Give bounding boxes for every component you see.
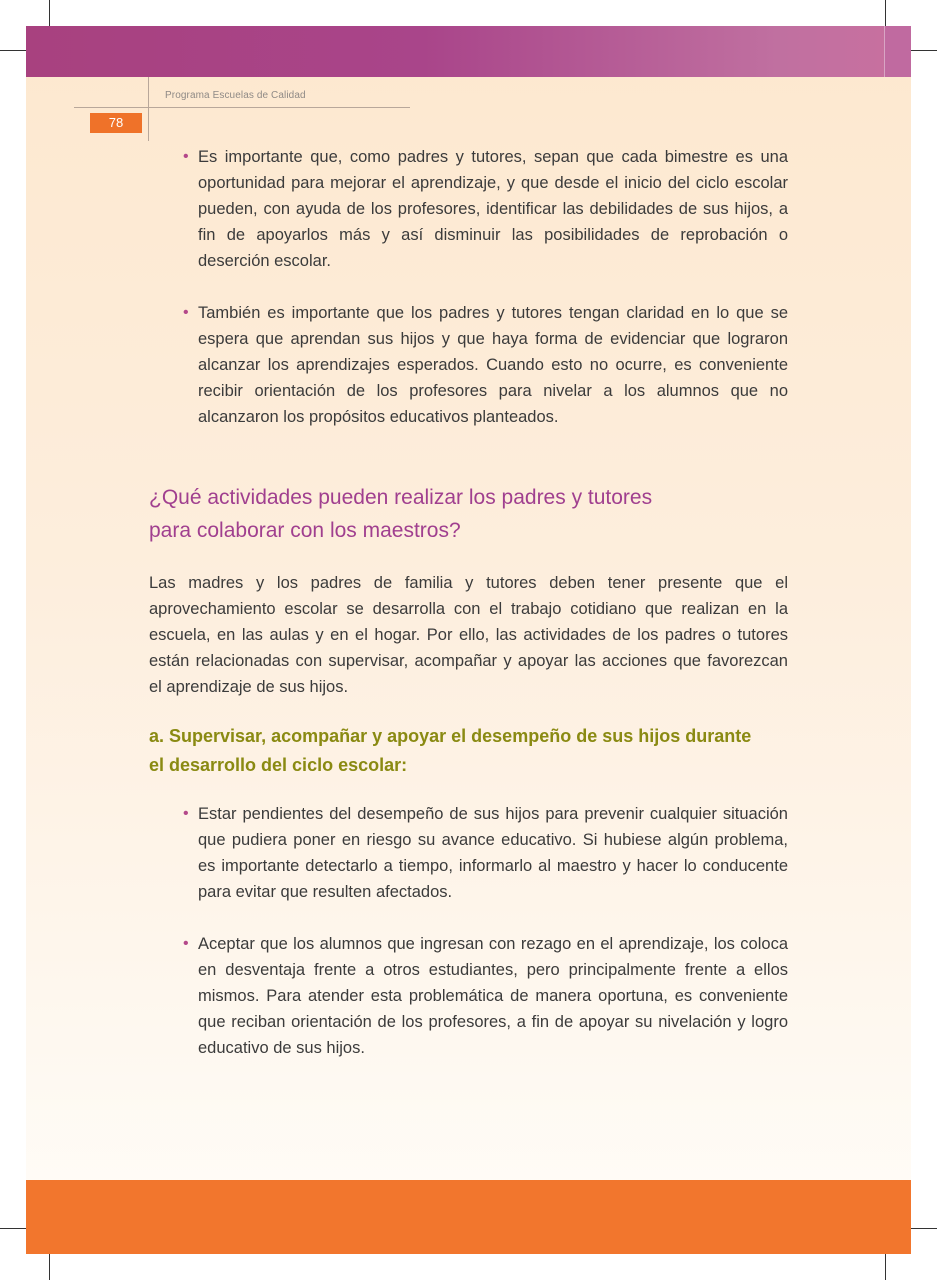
crop-mark xyxy=(0,1228,26,1229)
sub-heading-line: a. Supervisar, acompañar y apoyar el desempeño de sus hijos durante xyxy=(149,726,752,746)
section-heading-line: para colaborar con los maestros? xyxy=(149,519,461,542)
bullet-list-bottom xyxy=(182,801,788,1061)
sub-heading-line: el desarrollo del ciclo escolar: xyxy=(149,755,408,775)
crop-mark xyxy=(885,1254,886,1280)
section-heading-line: ¿Qué actividades pueden realizar los padres y tutores xyxy=(149,486,653,509)
crop-mark xyxy=(0,50,26,51)
bullet-dot-icon: • xyxy=(183,935,189,952)
bullet-dot-icon: • xyxy=(183,148,189,165)
section-heading xyxy=(149,481,769,547)
bullet-text: Es importante que, como padres y tutores, sepan que cada bimestre es una oportunidad para mejorar el aprendizaje, y que desde el inicio del ciclo escolar pueden, con ayuda de los profesores, identificar las debilidades de sus hijos, a fin de apoyarlos más y así disminuir las posibilidades de reprobación o deserción escolar. xyxy=(198,148,788,270)
sub-heading xyxy=(149,722,789,780)
bottom-color-band xyxy=(26,1180,911,1254)
list-item xyxy=(182,144,788,274)
crop-mark xyxy=(49,1254,50,1280)
list-item xyxy=(182,931,788,1061)
header-vertical-rule xyxy=(148,77,149,141)
running-title: Programa Escuelas de Calidad xyxy=(165,90,306,101)
bullet-text: Estar pendientes del desempeño de sus hijos para prevenir cualquier situación que pudiera poner en riesgo su avance educativo. Si hubiese algún problema, es importante detectarlo a tiempo, informarlo al maestro y hacer lo conducente para evitar que resulten afectados. xyxy=(198,805,788,901)
top-color-band xyxy=(26,26,911,77)
list-item xyxy=(182,300,788,430)
page-number: 78 xyxy=(90,113,142,133)
section-paragraph: Las madres y los padres de familia y tutores deben tener presente que el aprovechamiento escolar se desarrolla con el trabajo cotidiano que realizan en la escuela, en las aulas y en el hogar. Por ello, las actividades de los padres o tutores están relacionadas con supervisar, acompañar y apoyar las acciones que favorezcan el aprendizaje de sus hijos. xyxy=(149,574,788,696)
top-band-tab xyxy=(884,26,911,77)
bullet-text: También es importante que los padres y tutores tengan claridad en lo que se espera que aprendan sus hijos y que haya forma de evidenciar que lograron alcanzar los aprendizajes esperados. Cuando esto no ocurre, es conveniente recibir orientación de los profesores para nivelar a los alumnos que no alcanzaron los propósitos educativos planteados. xyxy=(198,304,788,426)
bullet-list-top xyxy=(182,144,788,430)
bullet-text: Aceptar que los alumnos que ingresan con rezago en el aprendizaje, los coloca en desventaja frente a otros estudiantes, pero principalmente frente a ellos mismos. Para atender esta problemática de manera oportuna, es conveniente que reciban orientación de los profesores, a fin de apoyar su nivelación y logro educativo de sus hijos. xyxy=(198,935,788,1057)
header-rule xyxy=(74,107,410,108)
bullet-dot-icon: • xyxy=(183,304,189,321)
crop-mark xyxy=(885,0,886,26)
crop-mark xyxy=(911,50,937,51)
document-page xyxy=(26,26,911,1254)
bullet-dot-icon: • xyxy=(183,805,189,822)
crop-mark xyxy=(911,1228,937,1229)
list-item xyxy=(182,801,788,905)
crop-mark xyxy=(49,0,50,26)
